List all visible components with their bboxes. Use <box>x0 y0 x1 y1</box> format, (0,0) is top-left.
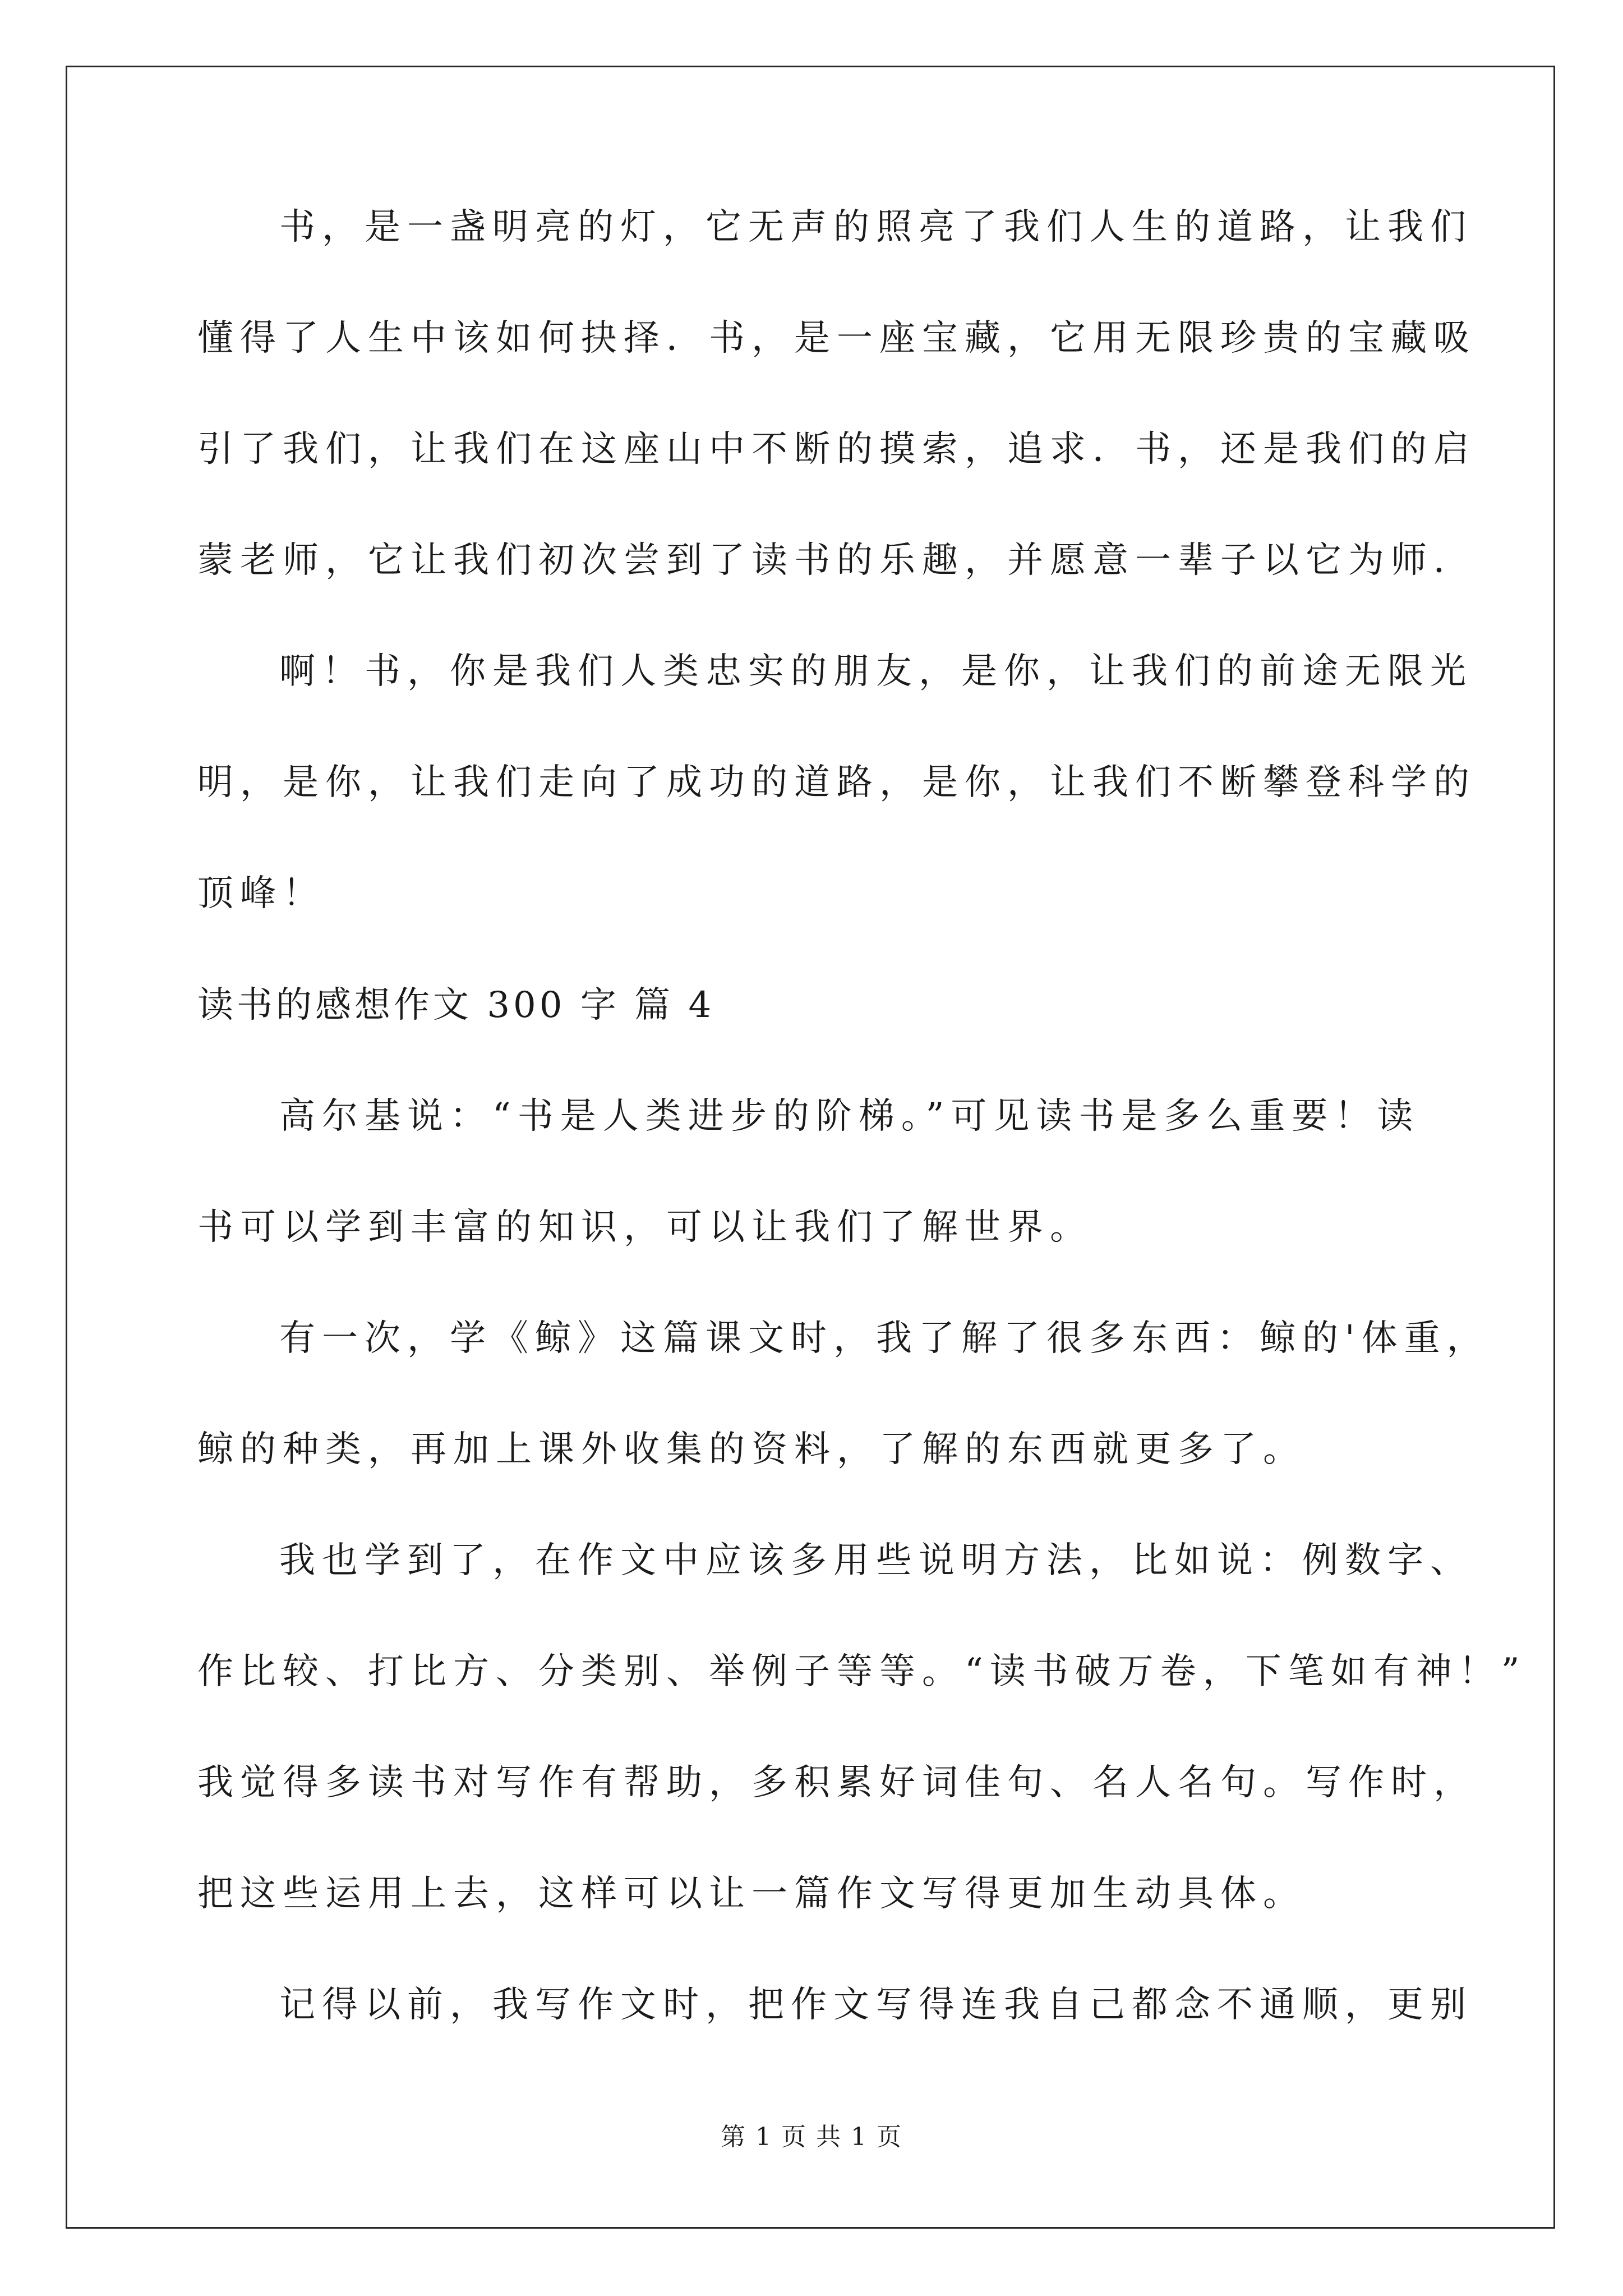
text-line: 蒙老师，它让我们初次尝到了读书的乐趣，并愿意一辈子以它为师． <box>197 540 1476 581</box>
text-line: 书，是一盏明亮的灯，它无声的照亮了我们人生的道路，让我们 <box>279 206 1473 248</box>
text-line: 我觉得多读书对写作有帮助，多积累好词佳句、名人名句。写作时， <box>197 1762 1476 1803</box>
page-footer: 第 1 页 共 1 页 <box>721 2123 902 2151</box>
text-line: 有一次，学《鲸》这篇课文时，我了解了很多东西：鲸的'体重， <box>279 1318 1490 1359</box>
text-line: 懂得了人生中该如何抉择．书，是一座宝藏，它用无限珍贵的宝藏吸 <box>197 318 1476 359</box>
text-line: 顶峰！ <box>197 873 325 914</box>
text-line: 明，是你，让我们走向了成功的道路，是你，让我们不断攀登科学的 <box>197 762 1476 803</box>
text-line: 鲸的种类，再加上课外收集的资料，了解的东西就更多了。 <box>197 1429 1306 1470</box>
text-line: 把这些运用上去，这样可以让一篇作文写得更加生动具体。 <box>197 1873 1306 1915</box>
text-line: 书可以学到丰富的知识，可以让我们了解世界。 <box>197 1207 1092 1248</box>
text-line: 我也学到了，在作文中应该多用些说明方法，比如说：例数字、 <box>279 1540 1473 1581</box>
text-line: 高尔基说：“书是人类进步的阶梯。”可见读书是多么重要！读 <box>279 1096 1420 1137</box>
text-line: 作比较、打比方、分类别、举例子等等。“读书破万卷，下笔如有神！” <box>197 1651 1527 1692</box>
text-line: 啊！书，你是我们人类忠实的朋友，是你，让我们的前途无限光 <box>279 651 1473 692</box>
text-line: 引了我们，让我们在这座山中不断的摸索，追求．书，还是我们的启 <box>197 429 1476 470</box>
text-line: 记得以前，我写作文时，把作文写得连我自己都念不通顺，更别 <box>279 1984 1473 2026</box>
section-heading: 读书的感想作文 300 字 篇 4 <box>197 984 715 1026</box>
